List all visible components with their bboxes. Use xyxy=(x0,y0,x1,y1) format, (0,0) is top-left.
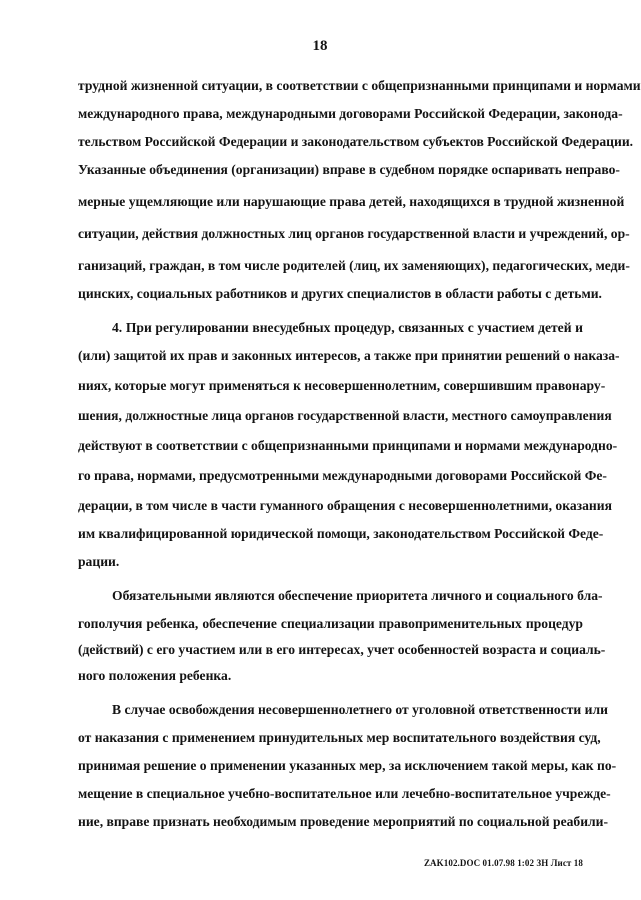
text-line: (действий) с его участием или в его интересах, учет особенностей возраста и социаль- xyxy=(78,642,606,657)
text-line: (или) защитой их прав и законных интересов, а также при принятии решений о наказа- xyxy=(78,348,620,363)
text-line: трудной жизненной ситуации, в соответствии с общепризнанными принципами и нормами xyxy=(78,78,641,93)
text-line: принимая решение о применении указанных мер, за исключением такой меры, как по- xyxy=(78,758,617,773)
document-footer: ZAK102.DOC 01.07.98 1:02 ЗН Лист 18 xyxy=(423,858,583,868)
text-line: от наказания с применением принудительных мер воспитательного воздействия суд, xyxy=(78,730,601,745)
text-line: го права, нормами, предусмотренными международными договорами Российской Фе- xyxy=(78,468,607,483)
text-line: гополучия ребенка, обеспечение специализации правоприменительных процедур xyxy=(78,616,583,631)
page-number: 18 xyxy=(312,38,328,54)
text-line: рации. xyxy=(78,554,120,569)
text-line: ного положения ребенка. xyxy=(78,668,232,683)
text-line: цинских, социальных работников и других специалистов в области работы с детьми. xyxy=(78,286,602,301)
text-line: ганизаций, граждан, в том числе родителей (лиц, их заменяющих), педагогических, меди- xyxy=(78,258,630,273)
text-line: ниях, которые могут применяться к несовершеннолетним, совершившим правонару- xyxy=(78,378,606,393)
text-line: действуют в соответствии с общепризнанными принципами и нормами международно- xyxy=(78,438,618,453)
text-line: мещение в специальное учебно-воспитательное или лечебно-воспитательное учрежде- xyxy=(78,786,611,801)
paragraph-first-line: В случае освобождения несовершеннолетнего от уголовной ответственности или xyxy=(112,702,608,717)
text-line: ние, вправе признать необходимым проведение мероприятий по социальной реабили- xyxy=(78,814,609,829)
text-line: ситуации, действия должностных лиц органов государственной власти и учреждений, ор- xyxy=(78,226,630,241)
text-line: им квалифицированной юридической помощи, законодательством Российской Федe- xyxy=(78,526,604,541)
paragraph-first-line: 4. При регулировании внесудебных процедур, связанных с участием детей и xyxy=(112,320,583,335)
text-line: Указанные объединения (организации) вправе в судебном порядке оспаривать неправо- xyxy=(78,162,620,177)
text-line: тельством Российской Федерации и законодательством субъектов Российской Федерации. xyxy=(78,134,634,149)
text-line: дерации, в том числе в части гуманного обращения с несовершеннолетними, оказания xyxy=(78,498,612,513)
text-line: шения, должностные лица органов государственной власти, местного самоуправления xyxy=(78,408,612,423)
text-line: мерные ущемляющие или нарушающие права детей, находящихся в трудной жизненной xyxy=(78,194,625,209)
paragraph-first-line: Обязательными являются обеспечение приоритета личного и социального бла- xyxy=(112,588,603,603)
text-line: международного права, международными договорами Российской Федерации, законода- xyxy=(78,106,623,121)
